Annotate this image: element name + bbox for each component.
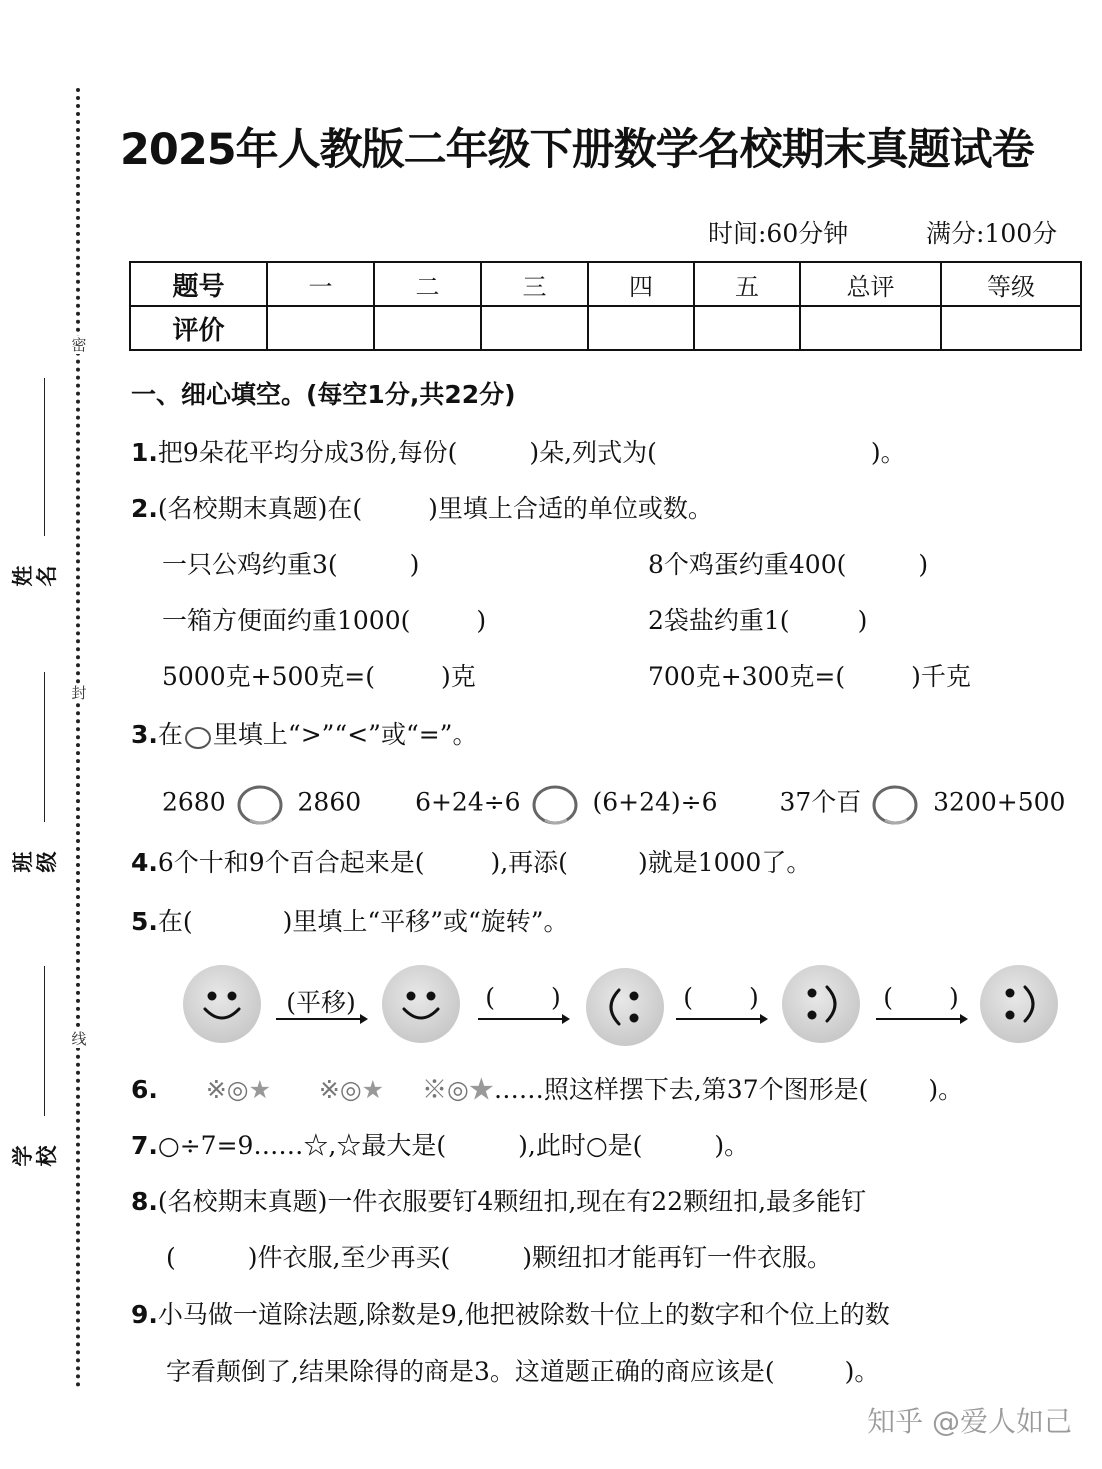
binding-char-mi: 密	[71, 336, 87, 354]
question-number: 2.	[131, 494, 158, 523]
school-rule	[44, 966, 45, 1116]
school-label: 学校	[11, 1145, 59, 1167]
header-cell: 五	[694, 262, 800, 306]
header-cell: 一	[267, 262, 374, 306]
smiley-face-2	[382, 965, 460, 1043]
eval-cell[interactable]	[941, 306, 1081, 350]
full-score: 满分:100分	[926, 219, 1058, 248]
eval-cell[interactable]	[267, 306, 374, 350]
rotated-smiley-icon	[782, 965, 860, 1043]
header-cell: 等级	[941, 262, 1081, 306]
smiley-face-5	[980, 965, 1058, 1043]
eval-label-cell: 评价	[130, 306, 267, 350]
arrow-3[interactable]: ( )	[672, 983, 770, 1031]
question-number: 1.	[131, 438, 158, 467]
question-6: 6. ※◎★ ※◎★ ※◎★……照这样摆下去,第37个图形是( )。	[131, 1075, 964, 1104]
eval-cell[interactable]	[481, 306, 588, 350]
rotated-smiley-icon	[980, 965, 1058, 1043]
header-cell: 四	[588, 262, 694, 306]
q2-row1-left: 一只公鸡约重3( )	[162, 550, 420, 579]
class-rule	[44, 672, 45, 822]
eval-cell[interactable]	[374, 306, 481, 350]
q2-row2-right: 2袋盐约重1( )	[648, 606, 868, 635]
smiley-face-4	[782, 965, 860, 1043]
exam-time: 时间:60分钟	[708, 219, 849, 248]
compare-circle-2[interactable]	[529, 782, 585, 826]
question-number: 8.	[131, 1187, 158, 1216]
rotated-smiley-icon	[586, 968, 664, 1046]
star-icon: ★	[361, 1075, 385, 1104]
smiley-face-icon	[183, 965, 261, 1043]
q2-row1-right: 8个鸡蛋约重400( )	[648, 550, 929, 579]
name-rule	[44, 378, 45, 536]
eval-cell[interactable]	[694, 306, 800, 350]
eval-cell[interactable]	[588, 306, 694, 350]
score-table-eval-row	[130, 306, 1081, 350]
question-8: 8.(名校期末真题)一件衣服要钉4颗纽扣,现在有22颗纽扣,最多能钉	[131, 1187, 867, 1216]
score-table-header-row	[130, 262, 1081, 306]
header-cell: 三	[481, 262, 588, 306]
header-cell: 题号	[130, 262, 267, 306]
q3-expressions: 2680 2860 6+24÷6 (6+24)÷6 37个百 3200+500	[162, 782, 1065, 826]
question-2: 2.(名校期末真题)在( )里填上合适的单位或数。	[131, 494, 713, 523]
question-9-line2: 字看颠倒了,结果除得的商是3。这道题正确的商应该是( )。	[166, 1357, 880, 1386]
watermark: 知乎 @爱人如己	[867, 1405, 1072, 1438]
arrow-2[interactable]: ( )	[474, 983, 572, 1031]
header-cell: 二	[374, 262, 481, 306]
q2-row3-right: 700克+300克=( )千克	[648, 662, 971, 691]
score-table	[129, 261, 1082, 351]
smiley-face-3	[586, 968, 664, 1046]
pattern-group-3: ※◎	[422, 1075, 469, 1104]
question-7: 7.○÷7=9……☆,☆最大是( ),此时○是( )。	[131, 1131, 750, 1160]
question-number: 4.	[131, 848, 158, 877]
compare-circle-icon	[183, 724, 213, 750]
star-icon: ★	[248, 1075, 271, 1104]
arrow-4[interactable]: ( )	[872, 983, 970, 1031]
q2-row3-left: 5000克+500克=( )克	[162, 662, 476, 691]
star-icon: ★	[468, 1075, 494, 1104]
page-title: 2025年人教版二年级下册数学名校期末真题试卷	[120, 125, 1034, 175]
smiley-face-icon	[382, 965, 460, 1043]
header-cell: 总评	[800, 262, 941, 306]
arrow-1: (平移)	[272, 983, 370, 1031]
question-3: 3.在 里填上“>”“<”或“=”。	[131, 720, 478, 749]
section-1-title: 一、细心填空。(每空1分,共22分)	[131, 380, 516, 409]
name-label: 姓名	[11, 565, 59, 587]
question-5: 5.在( )里填上“平移”或“旋转”。	[131, 907, 569, 936]
question-number: 3.	[131, 720, 158, 749]
compare-circle-3[interactable]	[869, 782, 925, 826]
class-label: 班级	[11, 851, 59, 873]
eval-cell[interactable]	[800, 306, 941, 350]
binding-char-feng: 封	[71, 684, 87, 702]
question-4: 4.6个十和9个百合起来是( ),再添( )就是1000了。	[131, 848, 812, 877]
question-9: 9.小马做一道除法题,除数是9,他把被除数十位上的数字和个位上的数	[131, 1300, 890, 1329]
binding-char-xian: 线	[71, 1030, 87, 1048]
question-number: 7.	[131, 1131, 158, 1160]
question-8-line2: ( )件衣服,至少再买( )颗纽扣才能再钉一件衣服。	[166, 1243, 832, 1272]
binding-dotted-line	[76, 88, 80, 1388]
smiley-face-1	[183, 965, 261, 1043]
question-number: 6.	[131, 1075, 158, 1104]
pattern-group-2: ※◎	[318, 1075, 362, 1104]
question-number: 5.	[131, 907, 158, 936]
question-number: 9.	[131, 1300, 158, 1329]
pattern-group-1: ※◎	[205, 1075, 249, 1104]
question-1: 1.把9朵花平均分成3份,每份( )朵,列式为( )。	[131, 438, 906, 467]
q2-row2-left: 一箱方便面约重1000( )	[162, 606, 487, 635]
compare-circle-1[interactable]	[234, 782, 290, 826]
